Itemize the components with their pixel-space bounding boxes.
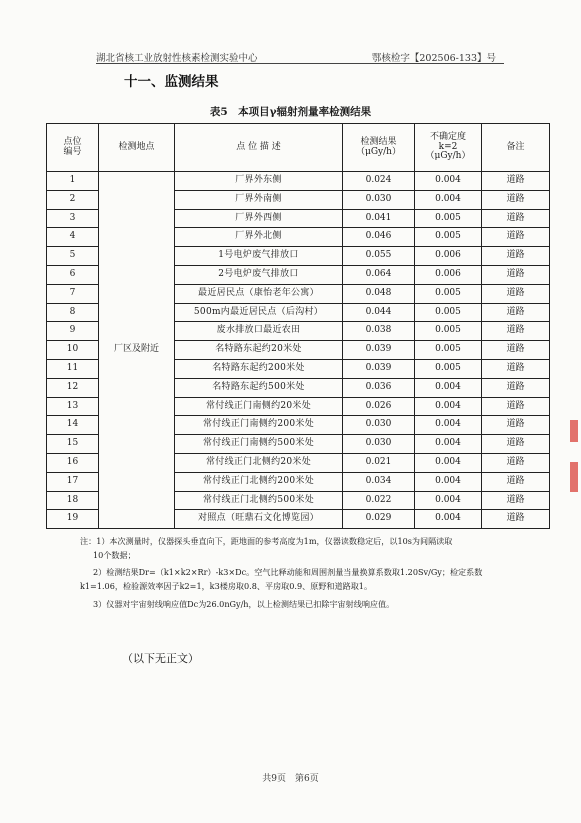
cell-uncertainty: 0.005 bbox=[415, 322, 482, 341]
cell-point-no: 15 bbox=[47, 435, 99, 454]
cell-point-no: 9 bbox=[47, 322, 99, 341]
cell-point-no: 16 bbox=[47, 453, 99, 472]
cell-point-no: 7 bbox=[47, 284, 99, 303]
cell-uncertainty: 0.006 bbox=[415, 247, 482, 266]
cell-point-no: 18 bbox=[47, 491, 99, 510]
cell-result: 0.030 bbox=[343, 416, 415, 435]
cell-description: 1号电炉废气排放口 bbox=[175, 247, 343, 266]
cell-point-no: 3 bbox=[47, 209, 99, 228]
cell-description: 厂界外北侧 bbox=[175, 228, 343, 247]
header-description: 点 位 描 述 bbox=[175, 124, 343, 172]
cell-description: 常付线正门南侧约500米处 bbox=[175, 435, 343, 454]
cell-description: 500m内最近居民点（后沟村） bbox=[175, 303, 343, 322]
cell-description: 2号电炉废气排放口 bbox=[175, 265, 343, 284]
cell-point-no: 12 bbox=[47, 378, 99, 397]
cell-point-no: 14 bbox=[47, 416, 99, 435]
cell-description: 最近居民点（康怡老年公寓） bbox=[175, 284, 343, 303]
cell-description: 厂界外西侧 bbox=[175, 209, 343, 228]
table-header-row bbox=[47, 124, 550, 172]
cell-description: 常付线正门北侧约200米处 bbox=[175, 472, 343, 491]
header-location: 检测地点 bbox=[99, 124, 175, 172]
cell-description: 名特路东起约20米处 bbox=[175, 341, 343, 360]
cell-uncertainty: 0.004 bbox=[415, 510, 482, 529]
cell-result: 0.048 bbox=[343, 284, 415, 303]
note-1-line-1: 注：1）本次测量时，仪器探头垂直向下，距地面的参考高度为1m，仪器读数稳定后，以10s为间隔读取 bbox=[80, 536, 453, 546]
seal-stamp-fragment bbox=[570, 462, 578, 492]
cell-remark: 道路 bbox=[482, 247, 550, 266]
table-body bbox=[47, 172, 550, 529]
table-title: 表5 本项目γ辐射剂量率检测结果 bbox=[209, 106, 372, 118]
cell-point-no: 17 bbox=[47, 472, 99, 491]
cell-uncertainty: 0.006 bbox=[415, 265, 482, 284]
cell-result: 0.026 bbox=[343, 397, 415, 416]
cell-uncertainty: 0.005 bbox=[415, 303, 482, 322]
cell-point-no: 4 bbox=[47, 228, 99, 247]
cell-description: 对照点（旺鼎石文化博览园） bbox=[175, 510, 343, 529]
cell-result: 0.030 bbox=[343, 190, 415, 209]
cell-result: 0.044 bbox=[343, 303, 415, 322]
cell-remark: 道路 bbox=[482, 491, 550, 510]
cell-uncertainty: 0.005 bbox=[415, 359, 482, 378]
cell-result: 0.024 bbox=[343, 172, 415, 191]
cell-uncertainty: 0.005 bbox=[415, 228, 482, 247]
note-3: 3）仪器对宇宙射线响应值Dc为26.0nGy/h，以上检测结果已扣除宇宙射线响应值。 bbox=[93, 599, 395, 609]
cell-remark: 道路 bbox=[482, 322, 550, 341]
cell-description: 常付线正门南侧约200米处 bbox=[175, 416, 343, 435]
cell-point-no: 6 bbox=[47, 265, 99, 284]
cell-uncertainty: 0.004 bbox=[415, 397, 482, 416]
cell-uncertainty: 0.004 bbox=[415, 378, 482, 397]
cell-uncertainty: 0.004 bbox=[415, 190, 482, 209]
cell-location: 厂区及附近 bbox=[99, 172, 175, 529]
cell-result: 0.034 bbox=[343, 472, 415, 491]
notes bbox=[80, 534, 510, 611]
cell-remark: 道路 bbox=[482, 284, 550, 303]
cell-result: 0.046 bbox=[343, 228, 415, 247]
cell-uncertainty: 0.005 bbox=[415, 284, 482, 303]
cell-remark: 道路 bbox=[482, 453, 550, 472]
cell-remark: 道路 bbox=[482, 341, 550, 360]
cell-remark: 道路 bbox=[482, 190, 550, 209]
cell-point-no: 8 bbox=[47, 303, 99, 322]
cell-result: 0.036 bbox=[343, 378, 415, 397]
note-1-line-2: 10个数据； bbox=[93, 550, 136, 560]
cell-result: 0.039 bbox=[343, 341, 415, 360]
cell-point-no: 2 bbox=[47, 190, 99, 209]
cell-description: 厂界外东侧 bbox=[175, 172, 343, 191]
cell-result: 0.039 bbox=[343, 359, 415, 378]
cell-remark: 道路 bbox=[482, 397, 550, 416]
cell-description: 常付线正门北侧约20米处 bbox=[175, 453, 343, 472]
cell-result: 0.029 bbox=[343, 510, 415, 529]
page-header bbox=[96, 50, 496, 62]
cell-point-no: 1 bbox=[47, 172, 99, 191]
cell-point-no: 19 bbox=[47, 510, 99, 529]
note-2-line-1: 2）检测结果Dr=（k1×k2×Rr）-k3×Dc。空气比释动能和周围剂量当量换算系数取1.20Sv/Gy；检定系数 bbox=[93, 567, 483, 577]
cell-remark: 道路 bbox=[482, 416, 550, 435]
table-row bbox=[47, 172, 550, 191]
header-uncertainty: 不确定度 k=2 （μGy/h） bbox=[415, 124, 482, 172]
header-org: 湖北省核工业放射性核素检测实验中心 bbox=[96, 53, 258, 64]
end-of-text: （以下无正文） bbox=[122, 652, 199, 665]
cell-description: 厂界外南侧 bbox=[175, 190, 343, 209]
section-title: 十一、监测结果 bbox=[124, 74, 219, 90]
cell-uncertainty: 0.004 bbox=[415, 472, 482, 491]
cell-result: 0.041 bbox=[343, 209, 415, 228]
header-result: 检测结果 （μGy/h） bbox=[343, 124, 415, 172]
cell-uncertainty: 0.004 bbox=[415, 491, 482, 510]
cell-point-no: 5 bbox=[47, 247, 99, 266]
cell-uncertainty: 0.005 bbox=[415, 341, 482, 360]
header-doc-number: 鄂核检字【202506-133】号 bbox=[371, 53, 496, 64]
cell-remark: 道路 bbox=[482, 359, 550, 378]
cell-result: 0.055 bbox=[343, 247, 415, 266]
cell-remark: 道路 bbox=[482, 265, 550, 284]
cell-result: 0.030 bbox=[343, 435, 415, 454]
cell-result: 0.022 bbox=[343, 491, 415, 510]
cell-remark: 道路 bbox=[482, 378, 550, 397]
header-remark: 备注 bbox=[482, 124, 550, 172]
cell-remark: 道路 bbox=[482, 435, 550, 454]
header-point-no: 点位 编号 bbox=[47, 124, 99, 172]
cell-description: 常付线正门南侧约20米处 bbox=[175, 397, 343, 416]
cell-remark: 道路 bbox=[482, 510, 550, 529]
cell-description: 常付线正门北侧约500米处 bbox=[175, 491, 343, 510]
cell-description: 名特路东起约200米处 bbox=[175, 359, 343, 378]
page-footer: 共9页 第6页 bbox=[262, 774, 319, 784]
header-divider bbox=[96, 63, 504, 64]
cell-remark: 道路 bbox=[482, 172, 550, 191]
cell-description: 废水排放口最近农田 bbox=[175, 322, 343, 341]
cell-remark: 道路 bbox=[482, 303, 550, 322]
cell-result: 0.064 bbox=[343, 265, 415, 284]
cell-remark: 道路 bbox=[482, 209, 550, 228]
seal-stamp-fragment bbox=[570, 420, 578, 442]
cell-point-no: 13 bbox=[47, 397, 99, 416]
cell-point-no: 10 bbox=[47, 341, 99, 360]
cell-result: 0.021 bbox=[343, 453, 415, 472]
results-table bbox=[46, 123, 550, 529]
cell-result: 0.038 bbox=[343, 322, 415, 341]
cell-uncertainty: 0.004 bbox=[415, 416, 482, 435]
cell-point-no: 11 bbox=[47, 359, 99, 378]
cell-uncertainty: 0.004 bbox=[415, 435, 482, 454]
cell-uncertainty: 0.004 bbox=[415, 172, 482, 191]
note-2-line-2: k1=1.06，检验源效率因子k2=1，k3楼房取0.8、平房取0.9、原野和道路取1。 bbox=[80, 581, 373, 591]
cell-remark: 道路 bbox=[482, 472, 550, 491]
cell-description: 名特路东起约500米处 bbox=[175, 378, 343, 397]
cell-remark: 道路 bbox=[482, 228, 550, 247]
cell-uncertainty: 0.004 bbox=[415, 453, 482, 472]
cell-uncertainty: 0.005 bbox=[415, 209, 482, 228]
